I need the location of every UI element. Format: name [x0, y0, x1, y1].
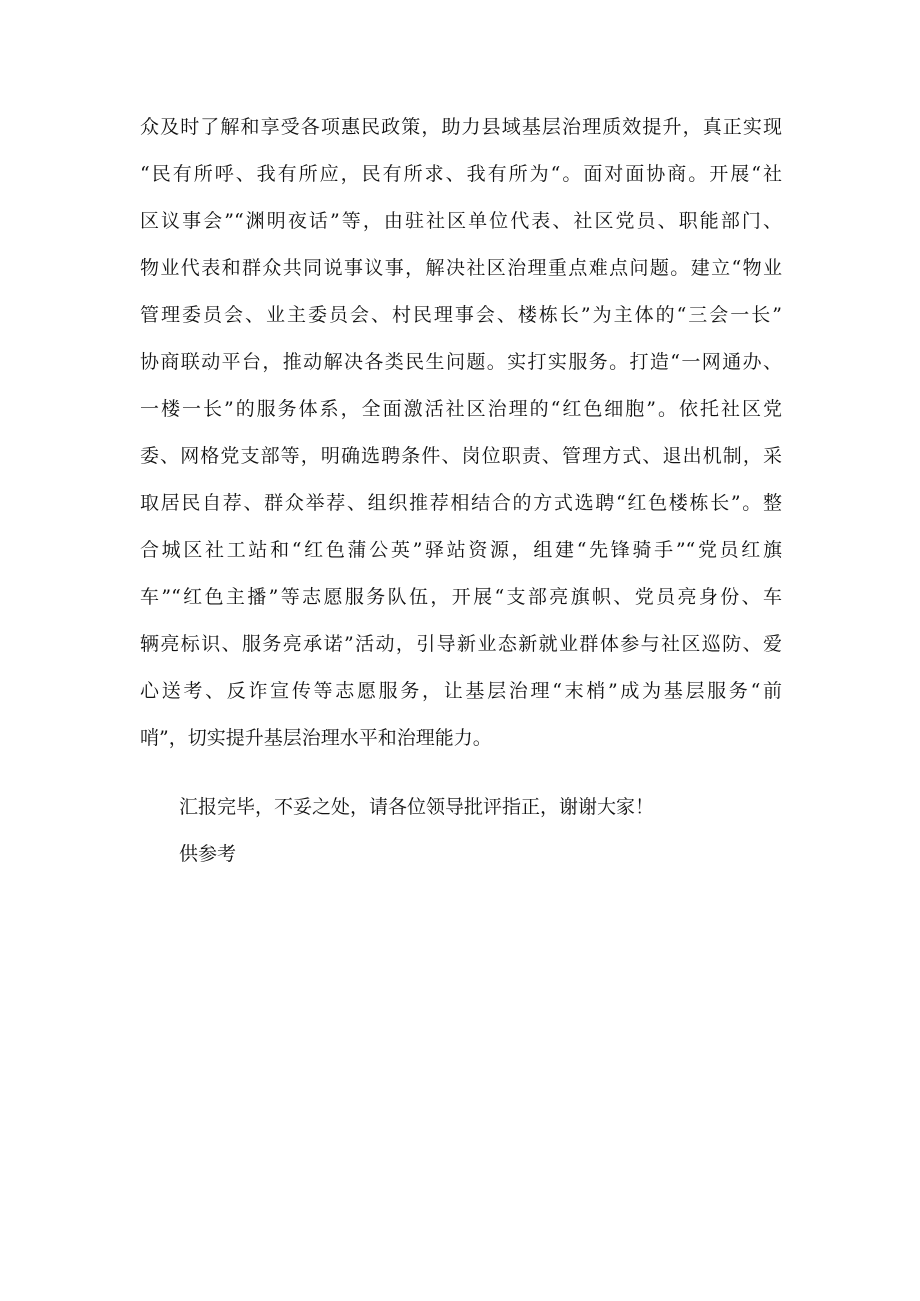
- text-line: 取居民自荐、群众举荐、组织推荐相结合的方式选聘“红色楼栋长”。整: [140, 492, 782, 514]
- text-line: 车”“红色主播”等志愿服务队伍，开展“支部亮旗帜、党员亮身份、车: [140, 586, 782, 608]
- text-line: 心送考、反诈宣传等志愿服务，让基层治理“末梢”成为基层服务“前: [140, 680, 782, 702]
- reference-note: 供参考: [179, 843, 237, 865]
- text-line: 协商联动平台，推动解决各类民生问题。实打实服务。打造“一网通办、: [140, 351, 782, 373]
- text-line: 管理委员会、业主委员会、村民理事会、楼栋长”为主体的“三会一长”: [140, 304, 782, 326]
- text-line: 一楼一长”的服务体系，全面激活社区治理的“红色细胞”。依托社区党: [140, 398, 782, 420]
- text-line: “民有所呼、我有所应，民有所求、我有所为“。面对面协商。开展“社: [140, 163, 782, 185]
- body-paragraph: [140, 104, 782, 762]
- text-line: 区议事会”“渊明夜话”等，由驻社区单位代表、社区党员、职能部门、: [140, 210, 782, 232]
- text-line: 众及时了解和享受各项惠民政策，助力县域基层治理质效提升，真正实现: [140, 116, 782, 138]
- text-line: 辆亮标识、服务亮承诺”活动，引导新业态新就业群体参与社区巡防、爱: [140, 633, 782, 655]
- text-line: 委、网格党支部等，明确选聘条件、岗位职责、管理方式、退出机制，采: [140, 445, 782, 467]
- closing-remark: 汇报完毕，不妥之处，请各位领导批评指正，谢谢大家！: [179, 796, 655, 818]
- text-line: 哨”，切实提升基层治理水平和治理能力。: [140, 727, 492, 749]
- text-line: 物业代表和群众共同说事议事，解决社区治理重点难点问题。建立“物业: [140, 257, 782, 279]
- text-line: 合城区社工站和“红色蒲公英”驿站资源，组建“先锋骑手”“党员红旗: [140, 539, 782, 561]
